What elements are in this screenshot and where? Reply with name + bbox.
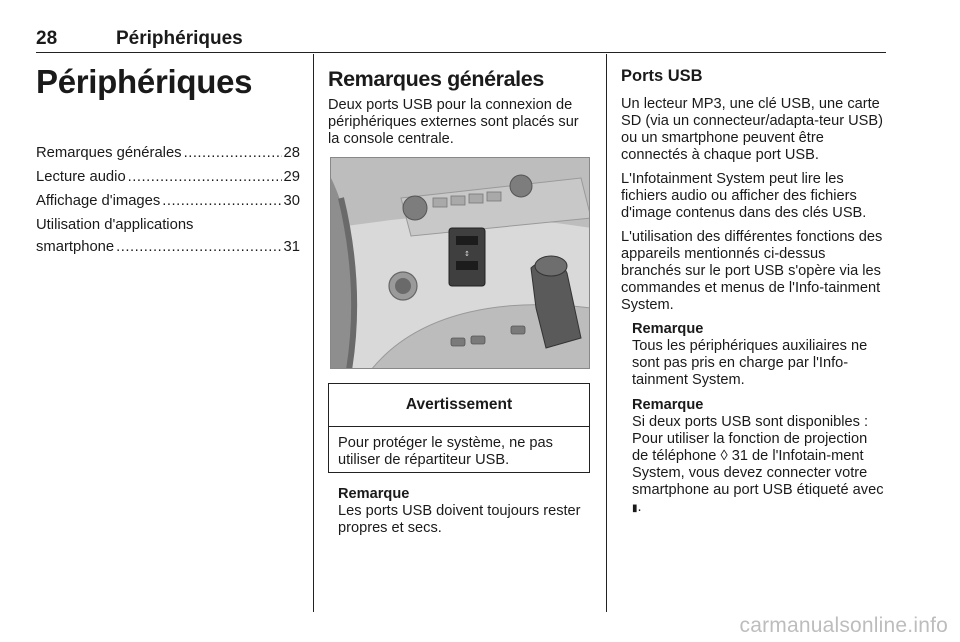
page-header [36, 28, 886, 52]
chapter-title: Périphériques [36, 63, 253, 100]
page-reference-icon[interactable]: ◊ [720, 448, 728, 464]
page-number: 28 [36, 28, 58, 49]
note-label: Remarque [632, 321, 704, 337]
column-divider-2 [606, 54, 607, 612]
note-clean-ports [338, 486, 588, 537]
column-divider-1 [313, 54, 314, 612]
section-intro: Deux ports USB pour la connexion de périphériques externes sont placés sur la console centrale. [328, 97, 579, 147]
console-drawing [331, 158, 590, 369]
usb-paragraph-3: L'utilisation des différentes fonctions des appareils mentionnés ci-dessus branchés sur le port USB s'opère via les commandes et menus de l'Info-tainment System. [621, 229, 883, 313]
toc-page: 31 [283, 239, 300, 255]
note-label: Remarque [338, 486, 410, 502]
note-unsupported-devices [632, 321, 887, 389]
section-title: Remarques générales [328, 67, 544, 91]
toc-label-line2: smartphone [36, 239, 115, 255]
note-text-part-b: 31 de l'Infotain-ment System, vous devez connecter votre smartphone au port USB étiqueté avec [632, 448, 884, 498]
warning-title: Avertissement [329, 384, 589, 427]
running-title: Périphériques [116, 28, 243, 49]
toc-label: Lecture audio [36, 169, 126, 185]
toc-entry-wrapped[interactable] [36, 214, 300, 258]
toc-page: 30 [283, 193, 300, 209]
toc-leader [116, 236, 281, 258]
warning-text: Pour protéger le système, ne pas utiliser de répartiteur USB. [338, 435, 553, 468]
table-of-contents [36, 142, 300, 258]
note-phone-projection [632, 397, 887, 517]
toc-label: Remarques générales [36, 145, 182, 161]
toc-label-line1: Utilisation d'applications [36, 217, 194, 233]
usb-paragraph-1: Un lecteur MP3, une clé USB, une carte SD (via un connecteur/adapta-teur USB) ou un smartphone peuvent être connectés à chaque port USB. [621, 96, 884, 163]
note-end: . [637, 499, 642, 515]
toc-leader [162, 190, 281, 212]
usb-ports-column [621, 66, 887, 525]
usb-symbol-icon: ▮ [632, 503, 638, 514]
toc-label: Affichage d'images [36, 193, 161, 209]
watermark: carmanualsonline.info [739, 614, 948, 637]
toc-page: 29 [283, 169, 300, 185]
toc-entry[interactable] [36, 166, 300, 188]
toc-leader [128, 166, 282, 188]
toc-leader [184, 142, 282, 164]
toc-entry[interactable] [36, 142, 300, 164]
note-text-part-a: Si deux ports USB sont disponibles : Pour utiliser la fonction de projection de téléphone [632, 414, 869, 464]
general-notes-column [328, 66, 590, 148]
note-text: Tous les périphériques auxiliaires ne sont pas pris en charge par l'Info-tainment System. [632, 338, 868, 388]
usb-ports-title: Ports USB [621, 67, 703, 85]
toc-page: 28 [283, 145, 300, 161]
svg-text:↕: ↕ [464, 250, 470, 258]
warning-box [328, 383, 590, 473]
toc-entry[interactable] [36, 190, 300, 212]
header-rule [36, 52, 886, 53]
chapter-column [36, 62, 300, 260]
note-text: Les ports USB doivent toujours rester propres et secs. [338, 503, 581, 536]
usb-console-illustration [330, 157, 590, 369]
usb-paragraph-2: L'Infotainment System peut lire les fichiers audio ou afficher des fichiers d'image contenus dans des clés USB. [621, 171, 867, 221]
note-label: Remarque [632, 397, 704, 413]
